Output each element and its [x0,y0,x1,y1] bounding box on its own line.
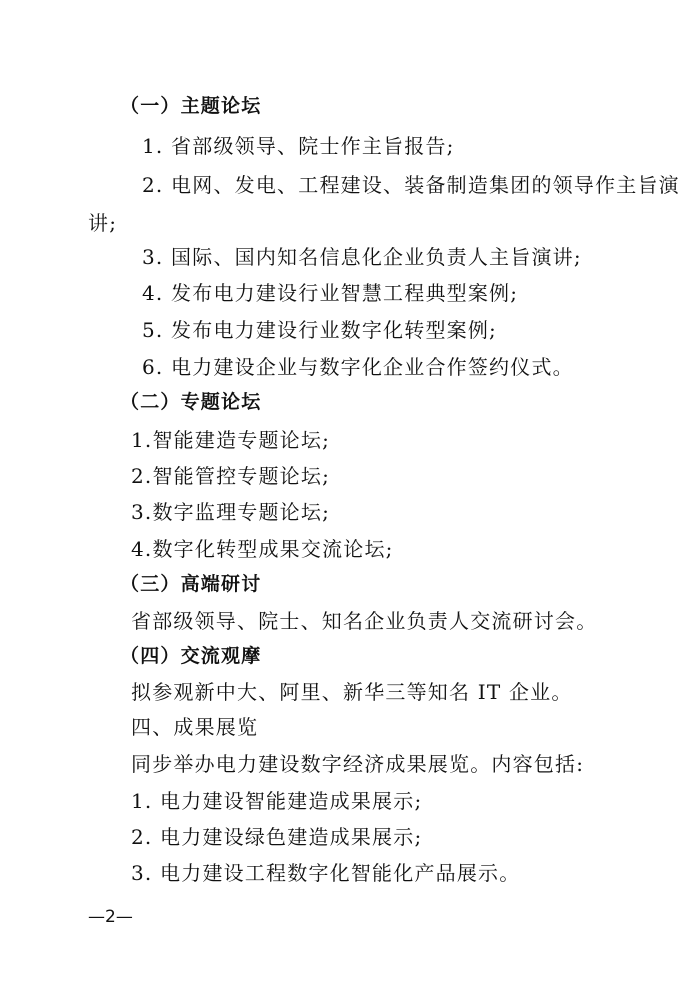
list-item: 2. 电力建设绿色建造成果展示; [131,825,423,849]
paragraph: 省部级领导、院士、知名企业负责人交流研讨会。 [131,609,598,633]
list-item: 3. 国际、国内知名信息化企业负责人主旨演讲; [142,245,582,269]
section-heading-seminar: （三）高端研讨 [120,573,262,595]
list-item: 3. 电力建设工程数字化智能化产品展示。 [131,861,521,885]
section-heading-exhibition: 四、成果展览 [131,715,259,739]
paragraph: 同步举办电力建设数字经济成果展览。内容包括: [131,752,585,776]
section-heading-special-forum: （二）专题论坛 [120,391,262,413]
list-item: 1.智能建造专题论坛; [131,428,331,452]
list-item: 4.数字化转型成果交流论坛; [131,537,394,561]
list-item: 3.数字监理专题论坛; [131,500,331,524]
section-heading-visit: （四）交流观摩 [120,645,262,667]
list-item: 2. 电网、发电、工程建设、装备制造集团的领导作主旨演 [142,173,680,197]
list-item: 6. 电力建设企业与数字化企业合作签约仪式。 [142,355,574,379]
list-item: 4. 发布电力建设行业智慧工程典型案例; [142,281,519,305]
paragraph: 拟参观新中大、阿里、新华三等知名 IT 企业。 [131,680,573,704]
list-item-continuation: 讲; [88,211,118,235]
list-item: 2.智能管控专题论坛; [131,464,331,488]
list-item: 1. 省部级领导、院士作主旨报告; [142,134,455,158]
section-heading-theme-forum: （一）主题论坛 [120,95,262,117]
page-number: —2— [88,907,133,927]
list-item: 5. 发布电力建设行业数字化转型案例; [142,318,497,342]
list-item: 1. 电力建设智能建造成果展示; [131,789,423,813]
